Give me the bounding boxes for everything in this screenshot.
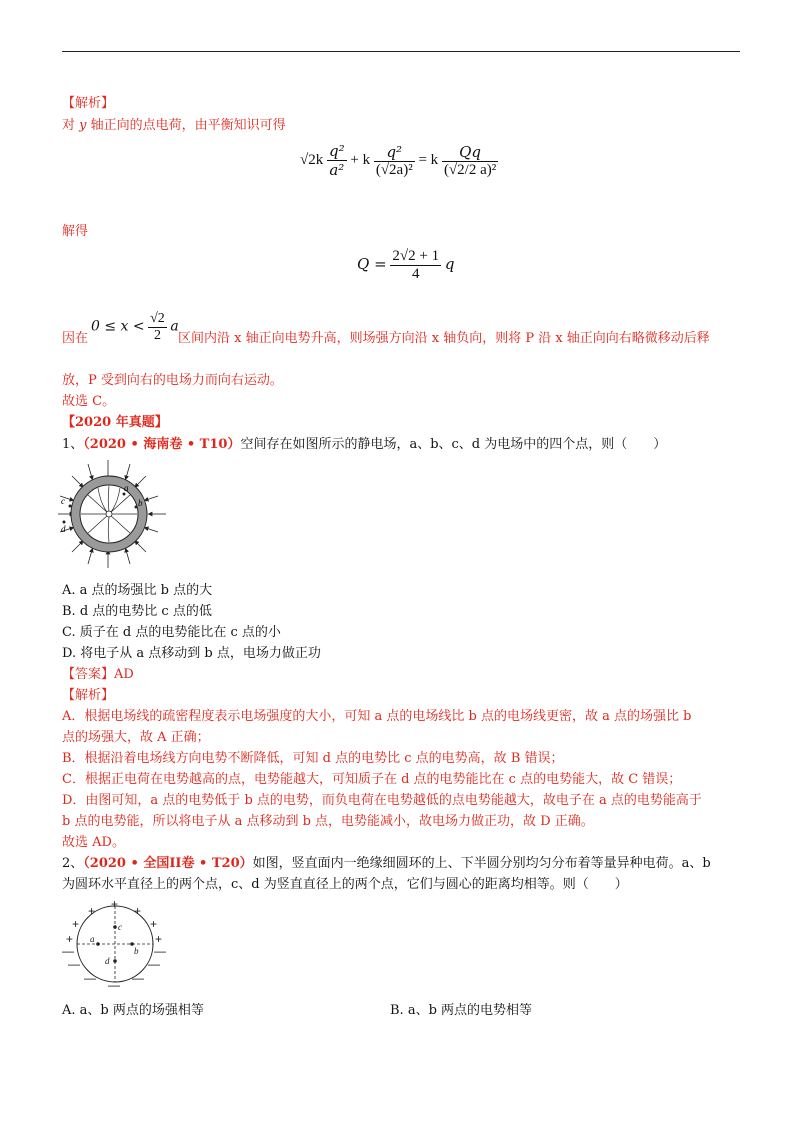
q2-ring-figure (60, 898, 170, 990)
q2-minus-sign: — (68, 957, 80, 971)
q2-label-d: d (105, 956, 110, 966)
q1-analysis-line: D．由图可知，a 点的电势低于 b 点的电势，而负电荷在电势越低的点电势能越大，故电子在 a 点的电势能高于 (62, 793, 702, 808)
q1-option-a: A. a 点的场强比 b 点的大 (62, 583, 213, 598)
equation-force-balance: √2k $\frac{\text{q²}}{\text{a²}}$ + k $\frac{\text{q²}}{\text{(√2a)²}}$ = k $\frac{Qq}{\text{(√2/2 a)²}}$ (300, 142, 497, 179)
q2-option-b: B. a、b 两点的电势相等 (390, 1003, 533, 1018)
q1-analysis-line: 点的场强大，故 A 正确； (62, 730, 210, 745)
q2-plus-sign: + (150, 917, 158, 931)
q2-minus-sign: — (148, 957, 160, 971)
q2-stem-line1: 2、（2020 • 全国II卷 • T20）如图，竖直面内一绝缘细圆环的上、下半圆分别均匀分布着等量异种电荷。a、b (62, 856, 711, 871)
q1-analysis-line: 故选 AD。 (62, 835, 125, 850)
q1-label-b: b (138, 498, 143, 508)
inline-interval: 0 ≤ x < $\frac{√2}{2}$ a (91, 311, 179, 343)
analysis-heading: 【解析】 (62, 96, 115, 111)
equation-q-result: Q = $\frac{2√2 + 1}{4}$ q (357, 248, 455, 282)
q2-label-b: b (134, 946, 139, 956)
q2-minus-sign: — (132, 971, 144, 985)
q1-analysis-line: B．根据沿着电场线方向电势不断降低，可知 d 点的电势比 c 点的电势高，故 B 错误； (62, 751, 564, 766)
q2-label-c: c (118, 922, 122, 932)
q1-label-a: a (124, 483, 129, 493)
q1-answer: 【答案】AD (62, 667, 134, 682)
header-rule (62, 51, 740, 52)
q1-analysis-line: A．根据电场线的疏密程度表示电场强度的大小，可知 a 点的电场线比 b 点的电场线更密，故 a 点的场强比 b (62, 709, 692, 724)
q2-plus-sign: + (72, 917, 80, 931)
q2-minus-sign: — (108, 978, 120, 990)
q1-stem: 1、（2020 • 海南卷 • T10）空间存在如图所示的静电场，a、b、c、d 为电场中的四个点，则（ ） (62, 437, 667, 452)
q2-plus-sign: + (66, 932, 74, 946)
solve-label: 解得 (62, 224, 89, 239)
q2-plus-sign: + (111, 898, 119, 911)
q1-analysis-line: C．根据正电荷在电势越高的点，电势能越大，可知质子在 d 点的电势能比在 c 点的电势能大，故 C 错误； (62, 772, 682, 787)
q2-minus-sign: — (84, 971, 96, 985)
analysis-line3-rest: 区间内沿 x 轴正向电势升高，则场强方向沿 x 轴负向，则将 P 沿 x 轴正向向右略微移动后释 (178, 331, 710, 346)
q2-minus-sign: — (62, 944, 74, 958)
q2-plus-sign: + (155, 932, 163, 946)
analysis-line3: 因在 (62, 331, 89, 346)
section-title: 【2020 年真题】 (62, 415, 168, 430)
q2-stem-line2: 为圆环水平直径上的两个点，c、d 为竖直直径上的两个点，它们与圆心的距离均相等。则（ ） (62, 877, 628, 892)
q2-plus-sign: + (88, 904, 96, 918)
q1-field-figure (58, 460, 168, 568)
q1-option-c: C. 质子在 d 点的电势能比在 c 点的小 (62, 625, 281, 640)
analysis-line1: 对 y 轴正向的点电荷，由平衡知识可得 (62, 118, 286, 133)
q2-minus-sign: — (154, 944, 166, 958)
q1-option-b: B. d 点的电势比 c 点的低 (62, 604, 212, 619)
q2-label-a: a (90, 934, 95, 944)
q1-label-c: c (61, 496, 65, 506)
q1-analysis-line: b 点的电势能，所以将电子从 a 点移动到 b 点，电势能减小，故电场力做正功，故 D 正确。 (62, 814, 594, 829)
q1-analysis-heading: 【解析】 (62, 688, 115, 703)
q1-label-d: d (61, 524, 66, 534)
q1-option-d: D. 将电子从 a 点移动到 b 点，电场力做正功 (62, 646, 321, 661)
q2-option-a: A. a、b 两点的场强相等 (62, 1003, 204, 1018)
analysis-line4: 放，P 受到向右的电场力而向右运动。 (62, 373, 283, 388)
analysis-line5: 故选 C。 (62, 394, 116, 409)
q2-plus-sign: + (134, 904, 142, 918)
